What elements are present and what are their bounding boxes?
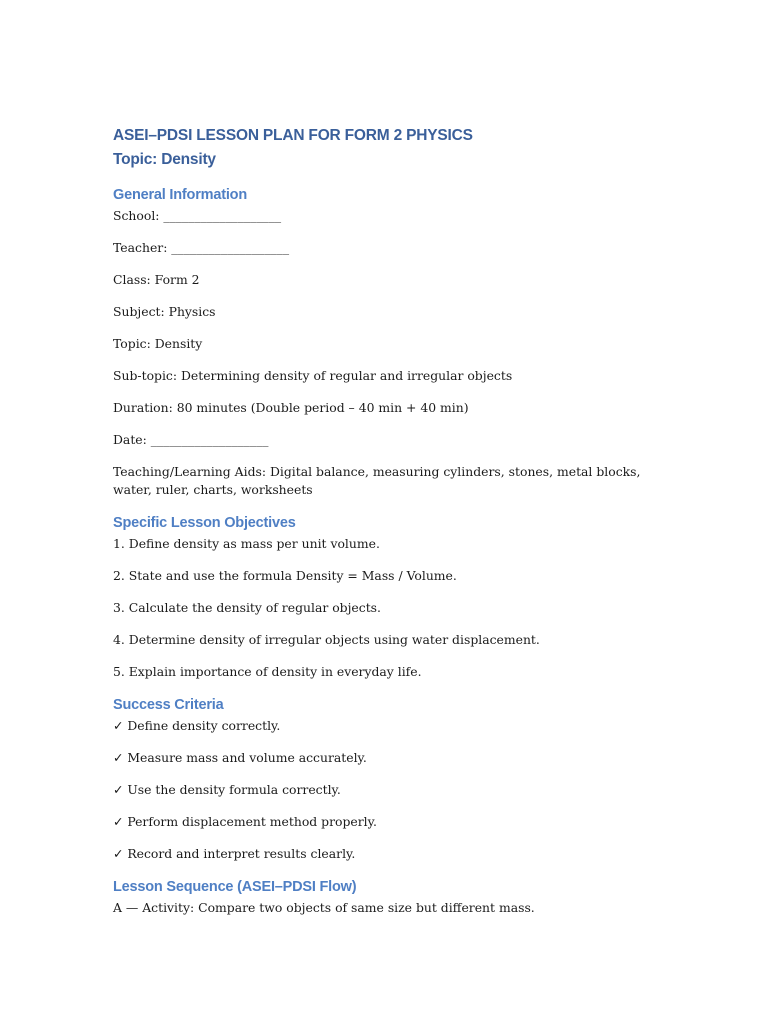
general-aids: Teaching/Learning Aids: Digital balance, measuring cylinders, stones, metal blocks, water, ruler, charts, worksheets xyxy=(113,464,641,497)
general-date: Date: ___________________ xyxy=(113,432,269,447)
success-item: ✓ Record and interpret results clearly. xyxy=(113,846,356,861)
section-heading-objectives: Specific Lesson Objectives xyxy=(113,515,296,531)
section-heading-general: General Information xyxy=(113,187,247,203)
general-teacher: Teacher: ___________________ xyxy=(113,240,290,255)
objective-item: 1. Define density as mass per unit volume. xyxy=(113,536,380,551)
sequence-item: A — Activity: Compare two objects of same size but different mass. xyxy=(113,900,535,915)
objective-item: 2. State and use the formula Density = Mass / Volume. xyxy=(113,568,457,583)
document-title: ASEI–PDSI LESSON PLAN FOR FORM 2 PHYSICS xyxy=(113,127,473,144)
section-heading-success: Success Criteria xyxy=(113,697,224,713)
success-item: ✓ Use the density formula correctly. xyxy=(113,782,341,797)
objective-item: 5. Explain importance of density in everyday life. xyxy=(113,664,422,679)
document-subtitle: Topic: Density xyxy=(113,151,216,168)
general-subtopic: Sub-topic: Determining density of regular and irregular objects xyxy=(113,368,513,383)
success-item: ✓ Perform displacement method properly. xyxy=(113,814,377,829)
objective-item: 3. Calculate the density of regular objects. xyxy=(113,600,381,615)
success-item: ✓ Measure mass and volume accurately. xyxy=(113,750,367,765)
general-subject: Subject: Physics xyxy=(113,304,216,319)
general-school: School: ___________________ xyxy=(113,208,282,223)
document-content xyxy=(113,125,673,917)
general-class: Class: Form 2 xyxy=(113,272,200,287)
general-duration: Duration: 80 minutes (Double period – 40 min + 40 min) xyxy=(113,400,469,415)
general-topic: Topic: Density xyxy=(113,336,203,351)
objective-item: 4. Determine density of irregular objects using water displacement. xyxy=(113,632,540,647)
success-item: ✓ Define density correctly. xyxy=(113,718,281,733)
section-heading-sequence: Lesson Sequence (ASEI–PDSI Flow) xyxy=(113,879,357,895)
